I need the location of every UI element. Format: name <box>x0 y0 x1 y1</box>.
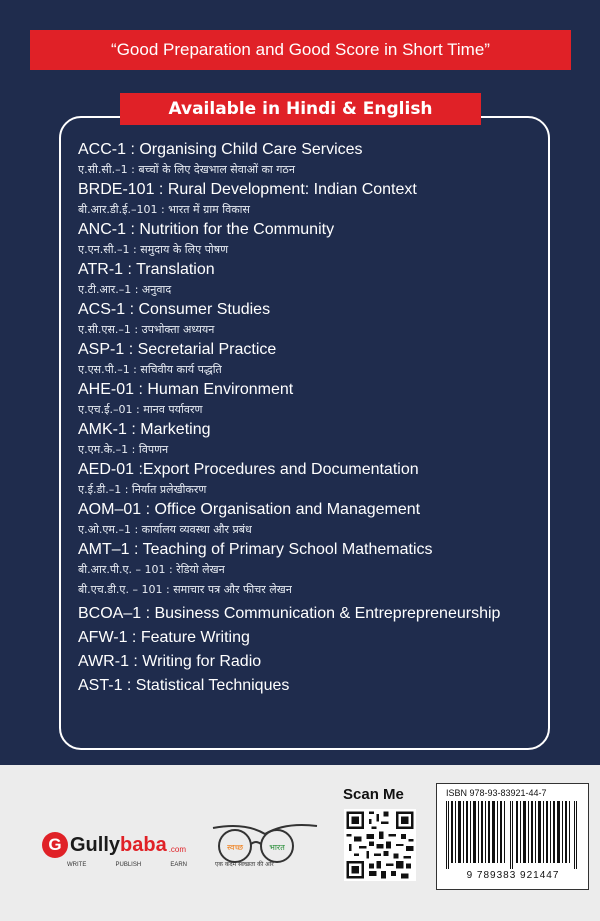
course-item: AED-01 :Export Procedures and Documentation ए.ई.डी.–1 : निर्यात प्रलेखीकरण <box>78 461 419 496</box>
barcode-icon <box>444 801 582 869</box>
qr-code-icon <box>344 809 416 881</box>
course-item: BRDE-101 : Rural Development: Indian Context बी.आर.डी.ई.–101 : भारत में ग्राम विकास <box>78 181 417 216</box>
logo-tagline: WRITE PUBLISH EARN <box>67 862 187 868</box>
course-item: AFW-1 : Feature Writing <box>78 629 250 646</box>
course-list <box>78 140 548 696</box>
course-item: ANC-1 : Nutrition for the Community ए.एन.सी.–1 : समुदाय के लिए पोषण <box>78 221 335 256</box>
course-item: AMK-1 : Marketing ए.एम.के.–1 : विपणन <box>78 421 211 456</box>
course-item: AHE-01 : Human Environment ए.एच.ई.–01 : मानव पर्यावरण <box>78 381 294 416</box>
gullybaba-logo: G Gullybaba .com <box>42 830 186 860</box>
course-item: ACS-1 : Consumer Studies ए.सी.एस.–1 : उपभोक्ता अध्ययन <box>78 301 271 336</box>
available-banner: Available in Hindi & English <box>120 93 481 125</box>
course-item: ASP-1 : Secretarial Practice ए.एस.पी.–1 : सचिवीय कार्य पद्धति <box>78 341 277 376</box>
swachh-right: भारत <box>269 843 285 852</box>
course-item: AOM–01 : Office Organisation and Management ए.ओ.एम.–1 : कार्यालय व्यवस्था और प्रबंध <box>78 501 421 536</box>
swachh-bharat-glasses-icon <box>205 820 323 880</box>
course-item: BCOA–1 : Business Communication & Entreprepreneurship <box>78 605 501 622</box>
course-item: AMT–1 : Teaching of Primary School Mathematics बी.आर.पी.ए. – 101 : रेडियो लेखन <box>78 541 433 576</box>
isbn-label: ISBN 978-93-83921-44-7 <box>446 788 547 798</box>
course-item: AWR-1 : Writing for Radio <box>78 653 262 670</box>
scan-me-label: Scan Me <box>343 786 404 803</box>
tagline-banner: “Good Preparation and Good Score in Short Time” <box>30 30 571 70</box>
course-item: AST-1 : Statistical Techniques <box>78 677 290 694</box>
course-item: ATR-1 : Translation ए.टी.आर.–1 : अनुवाद <box>78 261 215 296</box>
swachh-left: स्वच्छ <box>226 843 244 852</box>
g-logo-icon: G <box>42 832 68 858</box>
course-item: ACC-1 : Organising Child Care Services ए.सी.सी.–1 : बच्चों के लिए देखभाल सेवाओं का गठन <box>78 141 363 176</box>
barcode-number: 9 789383 921447 <box>466 870 560 881</box>
swachh-caption: एक कदम स्वच्छता की ओर <box>215 861 274 868</box>
course-item: बी.एच.डी.ए. – 101 : समाचार पत्र और फीचर लेखन <box>78 583 292 596</box>
